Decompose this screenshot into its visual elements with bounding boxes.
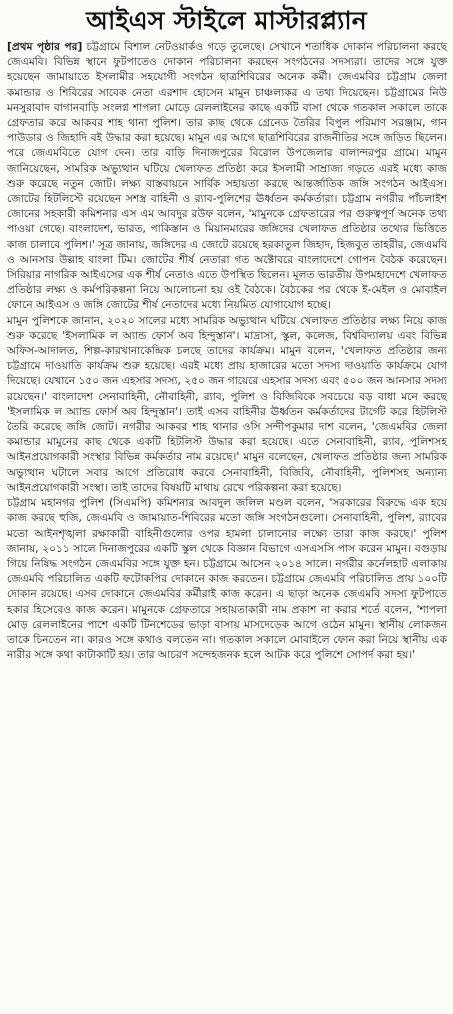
paragraph-text: চট্টগ্রামে বিশাল নেটওয়ার্কও গড়ে তুলেছে। সেখানে শতাধিক দোকান পরিচালনা করছে জেএমবি। বিভিন্ন স্থানে ফুটপাতেও দোকান পরিচালনা করছেন সংগঠনের সদস্যরা। তাদের সঙ্গে যুক্ত হয়েছেন জামায়াতে ইসলামীর সহযোগী সংগঠন ছাত্রশিবিরের অনেক কর্মী। জেএমবির চট্টগ্রাম জেলা কমান্ডার ও শিবিরের সাবেক নেতা এরশাদ হোসেন মামুন চাঞ্চল্যকর এ তথ্য দিয়েছেন। চট্টগ্রামের নিউ মনসুরাবাদ বাগানবাড়ি সংলগ্ন শাপলা মোড়ে রেললাইনের কাছে একটি বাসা থেকে গতকাল সকালে তাকে গ্রেফতার করে আকবর শাহ থানা পুলিশ। তার কাছ থেকে গ্রেনেড তৈরির বিপুল পরিমাণ সরঞ্জাম, গান পাউডার ও জিহাদি বই উদ্ধার করা হয়েছে। মামুন এর আগে ছাত্রশিবিরের রাজনীতির সঙ্গে জড়িত ছিলেন। পরে জেএমবিতে যোগ দেন। তার বাড়ি দিনাজপুরের বিরোল উপজেলার বালান্দরপুর গ্রামে। মামুন জানিয়েছেন, সামরিক অভ্যুত্থান ঘটিয়ে খেলাফত প্রতিষ্ঠা করে ইসলামী সাম্রাজ্য গড়তে এরই মধ্যে কাজ শুরু করেছে নতুন জোট। লক্ষ্য বাস্তবায়নে সার্বিক সহায়তা করছে আন্তর্জাতিক জঙ্গি সংগঠন আইএস। জোটের হিটলিস্টে রয়েছেন সশস্ত্র বাহিনী ও র‌্যাব-পুলিশের ঊর্ধ্বতন কর্মকর্তারা। চট্টগ্রাম নগরীর পাঁচলাইশ জোনের সহকারী কমিশনার এস এম আবদুর রউফ বলেন, 'মামুনকে গ্রেফতারের পর গুরুত্বপূর্ণ অনেক তথ্য পাওয়া গেছে। বাংলাদেশ, ভারত, পাকিস্তান ও মিয়ানমারের জঙ্গিদের খেলাফত প্রতিষ্ঠার তথ্যের ভিত্তিতে কাজ চালাবে পুলিশ।' সূত্র জানায়, জঙ্গিদের এ জোটে রয়েছে হরকাতুল জিহাদ, হিজবুত তাহরীর, জেএমবি ও আনসার উল্লাহ বাংলা টিম। জোটের শীর্ষ নেতারা গত অক্টোবরে বাংলাদেশে গোপন বৈঠক করেছেন। সিরিয়ার নাগরিক আইএসের এক শীর্ষ নেতাও এতে উপস্থিত ছিলেন। মূলত ভারতীয় উপমহাদেশে খেলাফত প্রতিষ্ঠার লক্ষ্য ও কর্মপরিকল্পনা নিয়ে আলোচনা হয় ওই বৈঠকে। বৈঠকের পর থেকে ই-মেইল ও মোবাইল ফোনে আইএস ও জঙ্গি জোটের শীর্ষ নেতাদের মধ্যে নিয়মিত যোগাযোগ হচ্ছে। <box>7 41 447 312</box>
headline: আইএস স্টাইলে মাস্টারপ্ল্যান <box>86 6 367 35</box>
article-paragraph <box>7 40 447 314</box>
continuation-tag: [প্রথম পৃষ্ঠার পর] <box>7 41 83 53</box>
article-paragraph: চট্টগ্রাম মহানগর পুলিশ (সিএমপি) কমিশনার আবদুল জলিল মণ্ডল বলেন, 'সরকারের বিরুদ্ধে এক হয়ে কাজ করছে হুজি, জেএমবি ও জামায়াত-শিবিরের মতো জঙ্গি সংগঠনগুলো। সেনাবাহিনী, পুলিশ, র‌্যাবের মতো আইনশৃঙ্খলা রক্ষাকারী বাহিনীগুলোর ওপর হামলা চালানোর লক্ষ্যে তারা কাজ করছে।' পুলিশ জানায়, ২০১১ সালে দিনাজপুরের একটি স্কুল থেকে বিজ্ঞান বিভাগে এসএসসি পাস করেন মামুন। বগুড়ায় গিয়ে নিষিদ্ধ সংগঠন জেএমবির সঙ্গে যুক্ত হন। চট্টগ্রামে আসেন ২০১৪ সালে। নগরীর কর্নেলহাট এলাকায় জেএমবি পরিচালিত একটি ফটোকপির দোকানে কাজ করতেন। চট্টগ্রামে জেএমবি পরিচালিত প্রায় ১০০টি দোকান রয়েছে। এসব দোকানে জেএমবির কর্মীরাই কাজ করেন। এ ছাড়া অনেক জেএমবি সদস্য ফুটপাতে হকার হিসেবেও কাজ করেন। মামুনকে গ্রেফতারে সহায়তাকারী নাম প্রকাশ না করার শর্তে বলেন, 'শাপলা মোড় রেললাইনের পাশে একটি টিনশেডের ভাড়া বাসায় মাসদেড়েক আগে ওঠেন মামুন। স্থানীয় লোকজন তাকে চিনতেন না। কারও সঙ্গে কথাও বলতেন না। গতকাল সকালে মোবাইলে ফোন করা নিয়ে স্থানীয় এক নারীর সঙ্গে কথা কাটাকাটি হয়। তার আচরণ সন্দেহজনক হলে আটক করে পুলিশে সোপর্দ করা হয়।' <box>7 497 447 662</box>
article-body <box>7 40 447 663</box>
article-paragraph: মামুন পুলিশকে জানান, ২০২০ সালের মধ্যে সামরিক অভ্যুত্থান ঘটিয়ে খেলাফত প্রতিষ্ঠার লক্ষ্য নিয়ে কাজ শুরু করেছে 'ইসলামিক ল অ্যান্ড ফোর্স অব হিন্দুস্তান'। মাদ্রাসা, স্কুল, কলেজ, বিশ্ববিদ্যালয় এবং বিভিন্ন অফিস-আদালত, শিল্প-কারখানাকেন্দ্রিক চলছে তাদের কার্যক্রম। মামুন বলেন, 'খেলাফত প্রতিষ্ঠার জন্য চট্টগ্রামে দাওয়াতি কার্যক্রম শুরু হয়েছে। এরই মধ্যে প্রায় হাজারের মতো সদস্য দাওয়াতি কার্যক্রমে যোগ দিয়েছে। যেখানে ১৫০ জন এহসার সদস্য, ২৫০ জন গায়েরে এহসার সদস্য এবং ৫০০ জন আনসার সদস্য রয়েছেন।' বাংলাদেশ সেনাবাহিনী, নৌবাহিনী, র‌্যাব, পুলিশ ও বিজিবিকে সবচেয়ে বড় বাধা মনে করছে 'ইসলামিক ল অ্যান্ড ফোর্স অব হিন্দুস্তান'। তাই এসব বাহিনীর ঊর্ধ্বতন কর্মকর্তাদের টার্গেট করে হিটলিস্ট তৈরি করেছে জঙ্গি জোট। নগরীর আকবর শাহ থানার ওসি সন্দীপকুমার দাশ বলেন, 'জেএমবির জেলা কমান্ডার মামুনের কাছ থেকে একটি হিটলিস্ট উদ্ধার করা হয়েছে। এতে সেনাবাহিনী, র‌্যাব, পুলিশসহ আইনপ্রয়োগকারী সংস্থার বিভিন্ন কর্মকর্তার নাম রয়েছে।' মামুন বলেছেন, খেলাফত প্রতিষ্ঠার জন্য সামরিক অভ্যুত্থান ঘটালে সবার আগে প্রতিরোধ করবে সেনাবাহিনী, বিজিবি, নৌবাহিনী, পুলিশসহ অন্যান্য আইনপ্রয়োগকারী সংস্থা। তাই তাদের বিষয়টি মাথায় রেখে পরিকল্পনা করা হয়েছে। <box>7 314 447 494</box>
